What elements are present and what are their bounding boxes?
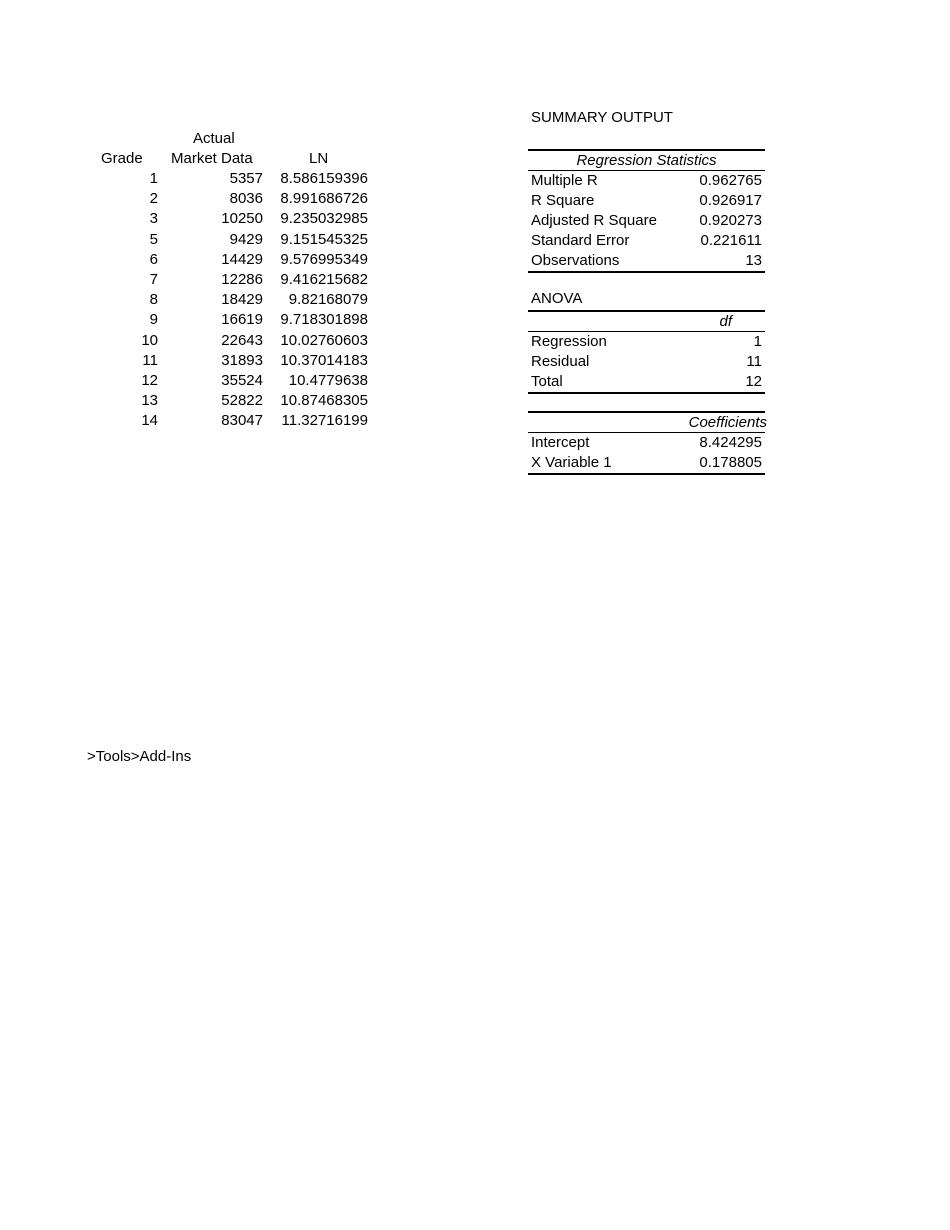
ln-cell: 9.151545325 — [280, 230, 368, 248]
grade-cell: 3 — [149, 210, 158, 228]
data-row — [0, 209, 400, 229]
anova-df-heading: df — [719, 313, 732, 330]
summary-output-title: SUMMARY OUTPUT — [531, 109, 673, 126]
grade-cell: 9 — [149, 311, 158, 329]
market-data-cell: 18429 — [221, 291, 263, 309]
ln-cell: 10.02760603 — [280, 331, 368, 349]
ln-cell: 10.4779638 — [288, 371, 368, 389]
market-data-cell: 16619 — [221, 311, 263, 329]
grade-cell: 1 — [149, 170, 158, 187]
market-data-cell: 14429 — [221, 250, 263, 268]
regression-stat-row-label: Observations — [531, 252, 620, 269]
data-row — [0, 230, 400, 250]
market-data-cell: 31893 — [221, 351, 263, 369]
anova-row — [528, 352, 765, 372]
market-data-cell: 5357 — [229, 170, 263, 187]
coefficient-row — [528, 433, 765, 453]
data-row — [0, 169, 400, 189]
data-row — [0, 270, 400, 290]
data-row — [0, 411, 400, 431]
grade-cell: 11 — [142, 351, 158, 369]
regression-stat-row — [528, 171, 765, 191]
ln-cell: 10.87468305 — [280, 392, 368, 410]
data-row — [0, 290, 400, 310]
regression-stat-row-label: Standard Error — [531, 232, 630, 249]
market-data-cell: 8036 — [229, 190, 263, 208]
coefficient-row-label: Intercept — [531, 434, 590, 451]
data-row — [0, 250, 400, 270]
coefficients-table — [528, 411, 765, 475]
grade-cell: 13 — [141, 392, 158, 410]
data-row — [0, 371, 400, 391]
header-actual: Actual — [193, 130, 235, 147]
coefficients-rows — [528, 433, 765, 473]
regression-statistics-rows — [528, 171, 765, 271]
header-market-data: Market Data — [171, 150, 253, 167]
ln-cell: 8.586159396 — [280, 170, 368, 187]
anova-row-label: Regression — [531, 333, 607, 350]
anova-row-value: 11 — [746, 353, 762, 370]
anova-row-value: 12 — [745, 373, 762, 390]
regression-stat-row-value: 0.920273 — [699, 212, 762, 229]
grade-cell: 10 — [141, 331, 158, 349]
data-row — [0, 189, 400, 209]
data-row — [0, 351, 400, 371]
tools-add-ins-note: >Tools>Add-Ins — [87, 748, 192, 765]
regression-stat-row — [528, 231, 765, 251]
anova-row — [528, 372, 765, 392]
grade-cell: 8 — [149, 291, 158, 309]
data-table-body — [0, 169, 400, 431]
market-data-cell: 35524 — [221, 371, 263, 389]
regression-stat-row-value: 0.221611 — [700, 232, 762, 249]
ln-cell: 9.235032985 — [280, 210, 368, 228]
ln-cell: 9.718301898 — [280, 311, 368, 329]
regression-stat-row — [528, 191, 765, 211]
ln-cell: 9.576995349 — [280, 250, 368, 268]
ln-cell: 10.37014183 — [280, 351, 368, 369]
coefficient-row-value: 0.178805 — [699, 454, 762, 471]
data-row — [0, 331, 400, 351]
market-data-cell: 9429 — [229, 230, 263, 248]
grade-cell: 5 — [149, 230, 158, 248]
grade-cell: 14 — [141, 412, 158, 430]
anova-row — [528, 332, 765, 352]
data-row — [0, 391, 400, 411]
data-row — [0, 310, 400, 330]
market-data-cell: 10250 — [221, 210, 263, 228]
market-data-cell: 52822 — [221, 392, 263, 410]
anova-row-label: Total — [531, 373, 563, 390]
regression-stat-row — [528, 251, 765, 271]
header-ln: LN — [309, 150, 329, 167]
ln-cell: 9.416215682 — [280, 270, 368, 288]
market-data-cell: 22643 — [221, 331, 263, 349]
regression-stat-row-label: Multiple R — [531, 172, 598, 189]
grade-cell: 7 — [149, 270, 158, 288]
ln-cell: 11.32716199 — [281, 412, 368, 430]
coefficient-row — [528, 453, 765, 473]
regression-statistics-table — [528, 149, 765, 273]
regression-stat-row-label: R Square — [531, 192, 595, 209]
regression-stat-row-label: Adjusted R Square — [531, 212, 657, 229]
ln-cell: 8.991686726 — [280, 190, 368, 208]
regression-stat-row-value: 0.926917 — [699, 192, 762, 209]
market-data-cell: 83047 — [221, 412, 263, 430]
coefficient-row-label: X Variable 1 — [531, 454, 612, 471]
anova-title: ANOVA — [531, 290, 583, 307]
grade-cell: 6 — [149, 250, 158, 268]
anova-row-value: 1 — [753, 333, 762, 350]
header-grade: Grade — [101, 150, 143, 167]
grade-cell: 12 — [141, 371, 158, 389]
regression-statistics-heading: Regression Statistics — [576, 152, 717, 169]
anova-row-label: Residual — [531, 353, 590, 370]
grade-cell: 2 — [149, 190, 158, 208]
anova-rows — [528, 332, 765, 392]
coefficient-row-value: 8.424295 — [699, 434, 762, 451]
ln-cell: 9.82168079 — [288, 291, 368, 309]
anova-table — [528, 310, 765, 394]
coefficients-heading: Coefficients — [688, 414, 767, 431]
regression-stat-row-value: 0.962765 — [699, 172, 762, 189]
market-data-cell: 12286 — [221, 270, 263, 288]
regression-stat-row — [528, 211, 765, 231]
regression-stat-row-value: 13 — [745, 252, 762, 269]
